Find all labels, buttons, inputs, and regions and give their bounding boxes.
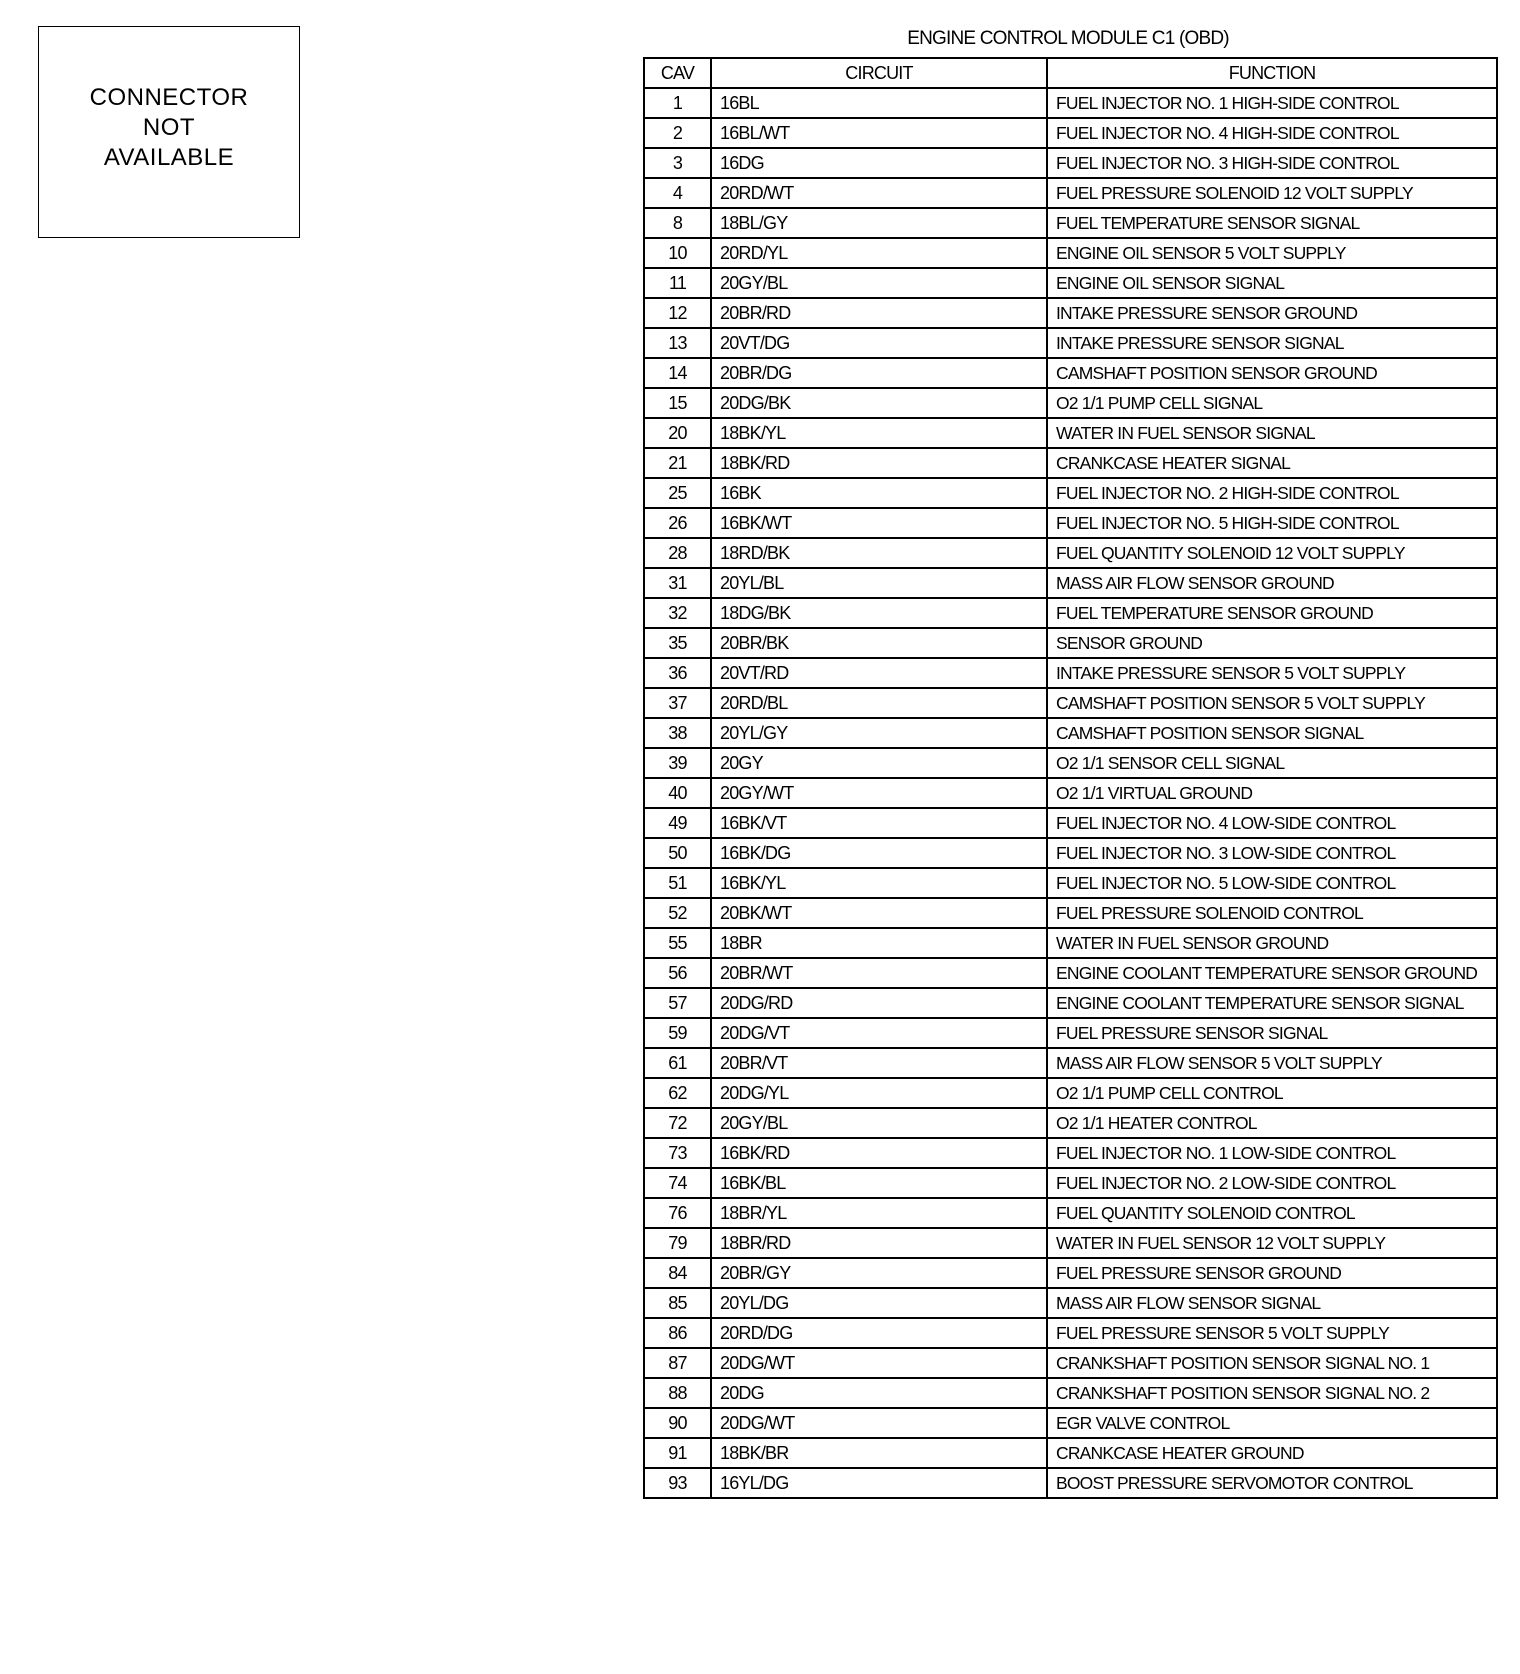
- function-cell: FUEL INJECTOR NO. 5 HIGH-SIDE CONTROL: [1047, 508, 1497, 538]
- table-row: [644, 298, 1497, 328]
- function-cell: FUEL PRESSURE SENSOR GROUND: [1047, 1258, 1497, 1288]
- table-row: [644, 1468, 1497, 1498]
- circuit-cell: 16BK/VT: [711, 808, 1047, 838]
- cav-cell: 32: [644, 598, 711, 628]
- function-cell: FUEL PRESSURE SOLENOID CONTROL: [1047, 898, 1497, 928]
- function-cell: MASS AIR FLOW SENSOR GROUND: [1047, 568, 1497, 598]
- connector-line-2: NOT: [142, 114, 196, 141]
- cav-cell: 52: [644, 898, 711, 928]
- circuit-cell: 20GY: [711, 748, 1047, 778]
- circuit-cell: 20BR/RD: [711, 298, 1047, 328]
- table-row: [644, 1288, 1497, 1318]
- cav-cell: 13: [644, 328, 711, 358]
- circuit-cell: 18BL/GY: [711, 208, 1047, 238]
- circuit-cell: 20GY/BL: [711, 1108, 1047, 1138]
- circuit-cell: 20DG/BK: [711, 388, 1047, 418]
- circuit-cell: 16BK/BL: [711, 1168, 1047, 1198]
- function-cell: FUEL INJECTOR NO. 1 HIGH-SIDE CONTROL: [1047, 88, 1497, 118]
- circuit-cell: 20BR/GY: [711, 1258, 1047, 1288]
- function-cell: FUEL PRESSURE SENSOR 5 VOLT SUPPLY: [1047, 1318, 1497, 1348]
- circuit-cell: 16BL/WT: [711, 118, 1047, 148]
- table-row: [644, 208, 1497, 238]
- function-cell: WATER IN FUEL SENSOR 12 VOLT SUPPLY: [1047, 1228, 1497, 1258]
- cav-cell: 11: [644, 268, 711, 298]
- circuit-cell: 18BK/RD: [711, 448, 1047, 478]
- circuit-cell: 20YL/DG: [711, 1288, 1047, 1318]
- function-cell: MASS AIR FLOW SENSOR 5 VOLT SUPPLY: [1047, 1048, 1497, 1078]
- cav-cell: 91: [644, 1438, 711, 1468]
- function-cell: EGR VALVE CONTROL: [1047, 1408, 1497, 1438]
- table-body: [644, 88, 1497, 1498]
- circuit-cell: 20BK/WT: [711, 898, 1047, 928]
- table-row: [644, 448, 1497, 478]
- cav-cell: 31: [644, 568, 711, 598]
- circuit-cell: 20DG/WT: [711, 1408, 1047, 1438]
- table-row: [644, 928, 1497, 958]
- function-cell: ENGINE COOLANT TEMPERATURE SENSOR SIGNAL: [1047, 988, 1497, 1018]
- circuit-cell: 20BR/BK: [711, 628, 1047, 658]
- function-cell: BOOST PRESSURE SERVOMOTOR CONTROL: [1047, 1468, 1497, 1498]
- function-cell: FUEL TEMPERATURE SENSOR SIGNAL: [1047, 208, 1497, 238]
- circuit-cell: 16YL/DG: [711, 1468, 1047, 1498]
- cav-cell: 35: [644, 628, 711, 658]
- function-cell: CRANKCASE HEATER SIGNAL: [1047, 448, 1497, 478]
- table-row: [644, 1348, 1497, 1378]
- circuit-cell: 20DG/YL: [711, 1078, 1047, 1108]
- cav-cell: 36: [644, 658, 711, 688]
- table-row: [644, 178, 1497, 208]
- circuit-cell: 18BR/YL: [711, 1198, 1047, 1228]
- table-row: [644, 568, 1497, 598]
- table-row: [644, 1378, 1497, 1408]
- table-row: [644, 238, 1497, 268]
- circuit-cell: 16BK/RD: [711, 1138, 1047, 1168]
- circuit-cell: 16DG: [711, 148, 1047, 178]
- cav-cell: 57: [644, 988, 711, 1018]
- circuit-cell: 16BK/WT: [711, 508, 1047, 538]
- cav-cell: 25: [644, 478, 711, 508]
- table-row: [644, 838, 1497, 868]
- circuit-cell: 20BR/VT: [711, 1048, 1047, 1078]
- function-cell: O2 1/1 HEATER CONTROL: [1047, 1108, 1497, 1138]
- connector-placeholder-box: [38, 26, 300, 238]
- function-cell: WATER IN FUEL SENSOR GROUND: [1047, 928, 1497, 958]
- circuit-cell: 20YL/GY: [711, 718, 1047, 748]
- table-row: [644, 1408, 1497, 1438]
- cav-cell: 49: [644, 808, 711, 838]
- circuit-cell: 20BR/WT: [711, 958, 1047, 988]
- function-cell: O2 1/1 VIRTUAL GROUND: [1047, 778, 1497, 808]
- function-cell: INTAKE PRESSURE SENSOR 5 VOLT SUPPLY: [1047, 658, 1497, 688]
- function-cell: FUEL TEMPERATURE SENSOR GROUND: [1047, 598, 1497, 628]
- circuit-cell: 20RD/YL: [711, 238, 1047, 268]
- table-title: ENGINE CONTROL MODULE C1 (OBD): [907, 28, 1229, 49]
- table-row: [644, 268, 1497, 298]
- cav-cell: 86: [644, 1318, 711, 1348]
- circuit-cell: 16BK/DG: [711, 838, 1047, 868]
- cav-cell: 90: [644, 1408, 711, 1438]
- function-cell: CAMSHAFT POSITION SENSOR GROUND: [1047, 358, 1497, 388]
- function-cell: ENGINE COOLANT TEMPERATURE SENSOR GROUND: [1047, 958, 1497, 988]
- circuit-cell: 20RD/BL: [711, 688, 1047, 718]
- table-row: [644, 988, 1497, 1018]
- circuit-cell: 20GY/WT: [711, 778, 1047, 808]
- table-row: [644, 148, 1497, 178]
- function-cell: O2 1/1 PUMP CELL SIGNAL: [1047, 388, 1497, 418]
- circuit-cell: 20VT/RD: [711, 658, 1047, 688]
- cav-cell: 8: [644, 208, 711, 238]
- table-row: [644, 658, 1497, 688]
- cav-cell: 21: [644, 448, 711, 478]
- table-row: [644, 898, 1497, 928]
- table-row: [644, 1108, 1497, 1138]
- circuit-cell: 20DG/VT: [711, 1018, 1047, 1048]
- function-cell: FUEL INJECTOR NO. 2 LOW-SIDE CONTROL: [1047, 1168, 1497, 1198]
- cav-cell: 55: [644, 928, 711, 958]
- circuit-cell: 16BK: [711, 478, 1047, 508]
- function-cell: INTAKE PRESSURE SENSOR GROUND: [1047, 298, 1497, 328]
- cav-cell: 85: [644, 1288, 711, 1318]
- table-row: [644, 508, 1497, 538]
- cav-cell: 72: [644, 1108, 711, 1138]
- circuit-cell: 18BK/BR: [711, 1438, 1047, 1468]
- circuit-cell: 20GY/BL: [711, 268, 1047, 298]
- function-cell: CRANKSHAFT POSITION SENSOR SIGNAL NO. 2: [1047, 1378, 1497, 1408]
- pinout-table: [643, 57, 1498, 1499]
- table-row: [644, 1138, 1497, 1168]
- circuit-cell: 20RD/DG: [711, 1318, 1047, 1348]
- table-row: [644, 598, 1497, 628]
- cav-cell: 56: [644, 958, 711, 988]
- function-cell: CAMSHAFT POSITION SENSOR 5 VOLT SUPPLY: [1047, 688, 1497, 718]
- table-row: [644, 1198, 1497, 1228]
- connector-line-1: CONNECTOR: [89, 84, 249, 111]
- table-row: [644, 868, 1497, 898]
- table-row: [644, 748, 1497, 778]
- cav-cell: 14: [644, 358, 711, 388]
- cav-cell: 59: [644, 1018, 711, 1048]
- cav-cell: 2: [644, 118, 711, 148]
- table-row: [644, 1018, 1497, 1048]
- function-cell: FUEL QUANTITY SOLENOID 12 VOLT SUPPLY: [1047, 538, 1497, 568]
- table-row: [644, 1228, 1497, 1258]
- function-cell: FUEL INJECTOR NO. 3 HIGH-SIDE CONTROL: [1047, 148, 1497, 178]
- cav-cell: 93: [644, 1468, 711, 1498]
- table-row: [644, 1258, 1497, 1288]
- table-row: [644, 418, 1497, 448]
- cav-cell: 1: [644, 88, 711, 118]
- cav-cell: 51: [644, 868, 711, 898]
- function-cell: FUEL INJECTOR NO. 4 LOW-SIDE CONTROL: [1047, 808, 1497, 838]
- circuit-cell: 20YL/BL: [711, 568, 1047, 598]
- function-cell: CRANKSHAFT POSITION SENSOR SIGNAL NO. 1: [1047, 1348, 1497, 1378]
- function-cell: FUEL INJECTOR NO. 2 HIGH-SIDE CONTROL: [1047, 478, 1497, 508]
- cav-cell: 26: [644, 508, 711, 538]
- cav-cell: 88: [644, 1378, 711, 1408]
- cav-cell: 79: [644, 1228, 711, 1258]
- table-row: [644, 1438, 1497, 1468]
- cav-cell: 4: [644, 178, 711, 208]
- cav-cell: 74: [644, 1168, 711, 1198]
- function-cell: ENGINE OIL SENSOR 5 VOLT SUPPLY: [1047, 238, 1497, 268]
- cav-cell: 73: [644, 1138, 711, 1168]
- table-row: [644, 778, 1497, 808]
- cav-cell: 76: [644, 1198, 711, 1228]
- table-row: [644, 628, 1497, 658]
- cav-cell: 61: [644, 1048, 711, 1078]
- function-cell: O2 1/1 SENSOR CELL SIGNAL: [1047, 748, 1497, 778]
- cav-cell: 87: [644, 1348, 711, 1378]
- cav-cell: 12: [644, 298, 711, 328]
- cav-cell: 84: [644, 1258, 711, 1288]
- table-row: [644, 118, 1497, 148]
- function-cell: CRANKCASE HEATER GROUND: [1047, 1438, 1497, 1468]
- table-row: [644, 328, 1497, 358]
- table-row: [644, 718, 1497, 748]
- cav-cell: 3: [644, 148, 711, 178]
- cav-cell: 50: [644, 838, 711, 868]
- cav-cell: 20: [644, 418, 711, 448]
- circuit-cell: 20BR/DG: [711, 358, 1047, 388]
- circuit-cell: 20DG: [711, 1378, 1047, 1408]
- circuit-cell: 18RD/BK: [711, 538, 1047, 568]
- cav-cell: 62: [644, 1078, 711, 1108]
- circuit-cell: 18DG/BK: [711, 598, 1047, 628]
- circuit-cell: 20RD/WT: [711, 178, 1047, 208]
- header-cav: CAV: [644, 58, 711, 88]
- circuit-cell: 16BL: [711, 88, 1047, 118]
- cav-cell: 15: [644, 388, 711, 418]
- table-header-row: [644, 58, 1497, 88]
- table-row: [644, 538, 1497, 568]
- table-row: [644, 958, 1497, 988]
- function-cell: FUEL INJECTOR NO. 4 HIGH-SIDE CONTROL: [1047, 118, 1497, 148]
- circuit-cell: 20VT/DG: [711, 328, 1047, 358]
- circuit-cell: 18BR/RD: [711, 1228, 1047, 1258]
- function-cell: FUEL PRESSURE SOLENOID 12 VOLT SUPPLY: [1047, 178, 1497, 208]
- cav-cell: 39: [644, 748, 711, 778]
- function-cell: WATER IN FUEL SENSOR SIGNAL: [1047, 418, 1497, 448]
- function-cell: FUEL PRESSURE SENSOR SIGNAL: [1047, 1018, 1497, 1048]
- circuit-cell: 16BK/YL: [711, 868, 1047, 898]
- function-cell: FUEL QUANTITY SOLENOID CONTROL: [1047, 1198, 1497, 1228]
- cav-cell: 38: [644, 718, 711, 748]
- function-cell: O2 1/1 PUMP CELL CONTROL: [1047, 1078, 1497, 1108]
- table-row: [644, 88, 1497, 118]
- function-cell: FUEL INJECTOR NO. 3 LOW-SIDE CONTROL: [1047, 838, 1497, 868]
- table-row: [644, 1168, 1497, 1198]
- circuit-cell: 20DG/RD: [711, 988, 1047, 1018]
- table-row: [644, 358, 1497, 388]
- function-cell: INTAKE PRESSURE SENSOR SIGNAL: [1047, 328, 1497, 358]
- table-row: [644, 808, 1497, 838]
- table-row: [644, 688, 1497, 718]
- cav-cell: 10: [644, 238, 711, 268]
- table-row: [644, 1078, 1497, 1108]
- cav-cell: 40: [644, 778, 711, 808]
- function-cell: CAMSHAFT POSITION SENSOR SIGNAL: [1047, 718, 1497, 748]
- function-cell: ENGINE OIL SENSOR SIGNAL: [1047, 268, 1497, 298]
- connector-line-3: AVAILABLE: [103, 144, 235, 171]
- circuit-cell: 20DG/WT: [711, 1348, 1047, 1378]
- cav-cell: 37: [644, 688, 711, 718]
- table-row: [644, 1318, 1497, 1348]
- function-cell: SENSOR GROUND: [1047, 628, 1497, 658]
- function-cell: MASS AIR FLOW SENSOR SIGNAL: [1047, 1288, 1497, 1318]
- circuit-cell: 18BR: [711, 928, 1047, 958]
- header-circuit: CIRCUIT: [711, 58, 1047, 88]
- connector-placeholder-text: [39, 83, 299, 173]
- table-row: [644, 388, 1497, 418]
- circuit-cell: 18BK/YL: [711, 418, 1047, 448]
- function-cell: FUEL INJECTOR NO. 5 LOW-SIDE CONTROL: [1047, 868, 1497, 898]
- function-cell: FUEL INJECTOR NO. 1 LOW-SIDE CONTROL: [1047, 1138, 1497, 1168]
- table-row: [644, 478, 1497, 508]
- cav-cell: 28: [644, 538, 711, 568]
- table-row: [644, 1048, 1497, 1078]
- header-function: FUNCTION: [1047, 58, 1497, 88]
